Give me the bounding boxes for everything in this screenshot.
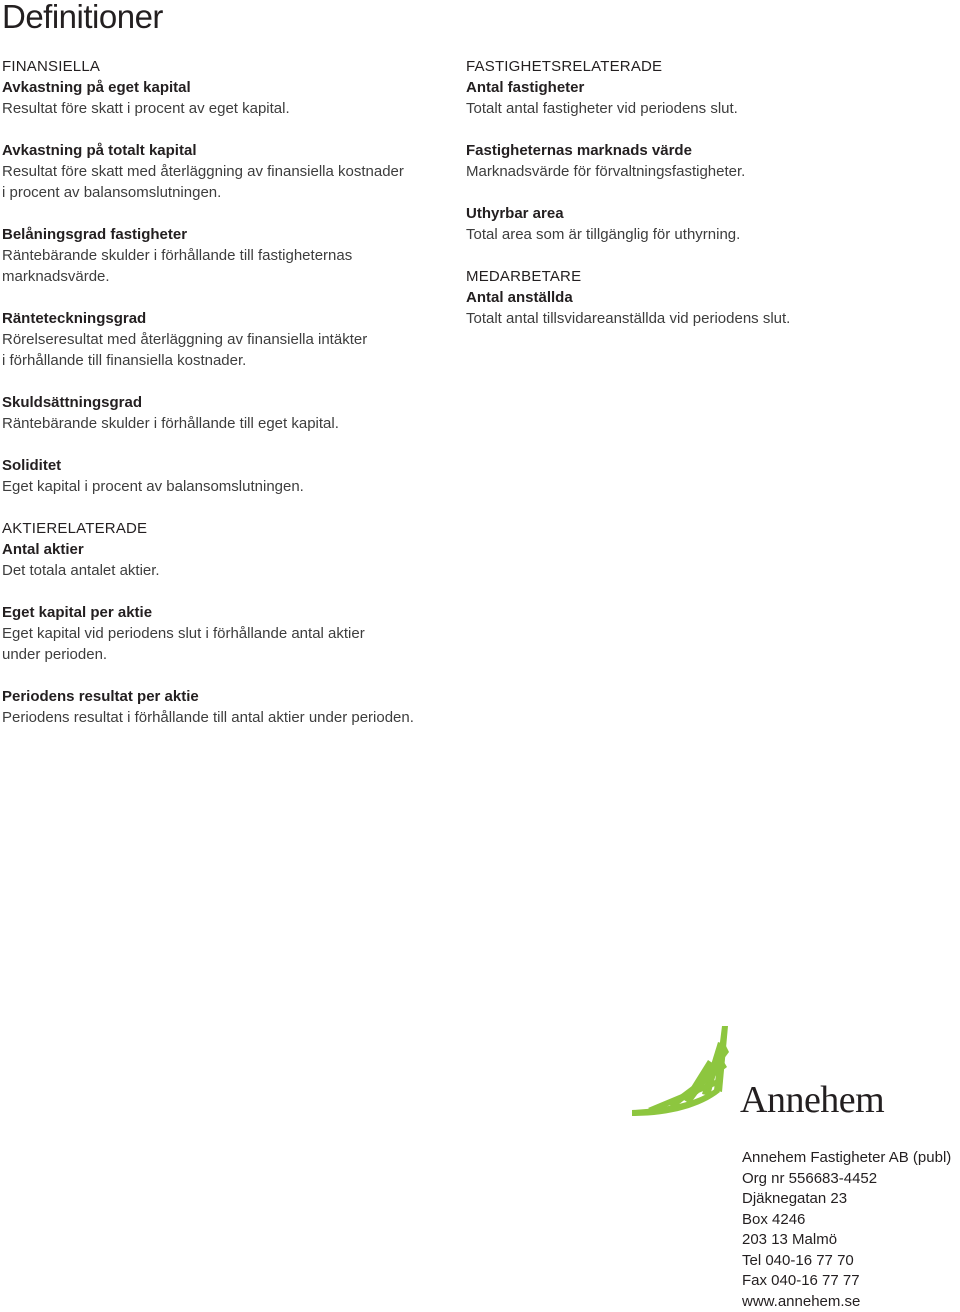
postal-city: 203 13 Malmö: [742, 1230, 960, 1251]
definition-avkastning-eget-kapital: [2, 56, 432, 119]
definition-text: Resultat före skatt i procent av eget kapital.: [2, 98, 432, 119]
definition-text: i procent av balansomslutningen.: [2, 182, 432, 203]
definition-text: Totalt antal fastigheter vid periodens slut.: [466, 98, 866, 119]
section-label-aktierelaterade: AKTIERELATERADE: [2, 518, 432, 539]
definition-text: Räntebärande skulder i förhållande till fastigheternas: [2, 245, 432, 266]
definition-antal-aktier: [2, 518, 432, 581]
company-name: Annehem Fastigheter AB (publ): [742, 1148, 960, 1169]
definition-text: i förhållande till finansiella kostnader.: [2, 350, 432, 371]
phone: Tel 040-16 77 70: [742, 1251, 960, 1272]
definition-term: Uthyrbar area: [466, 203, 866, 224]
fax: Fax 040-16 77 77: [742, 1271, 960, 1292]
definition-term: Antal aktier: [2, 539, 432, 560]
logo-leaf-icon: [632, 1026, 729, 1116]
definition-term: Avkastning på totalt kapital: [2, 140, 432, 161]
left-column: [2, 56, 432, 728]
page-title: Definitioner: [2, 0, 163, 36]
definition-term: Avkastning på eget kapital: [2, 77, 432, 98]
definition-resultat-per-aktie: [2, 686, 432, 728]
definition-text: Marknadsvärde för förvaltningsfastigheter.: [466, 161, 866, 182]
definition-term: Skuldsättningsgrad: [2, 392, 432, 413]
definition-text: Totalt antal tillsvidareanställda vid periodens slut.: [466, 308, 866, 329]
section-label-medarbetare: MEDARBETARE: [466, 266, 866, 287]
definition-text: Total area som är tillgänglig för uthyrning.: [466, 224, 866, 245]
street-address: Djäknegatan 23: [742, 1189, 960, 1210]
definition-uthyrbar-area: [466, 203, 866, 245]
org-number: Org nr 556683-4452: [742, 1169, 960, 1190]
definition-term: Soliditet: [2, 455, 432, 476]
website-link[interactable]: www.annehem.se: [742, 1292, 960, 1312]
definition-text: Periodens resultat i förhållande till antal aktier under perioden.: [2, 707, 432, 728]
definition-text: Räntebärande skulder i förhållande till eget kapital.: [2, 413, 432, 434]
definition-text: Rörelseresultat med återläggning av finansiella intäkter: [2, 329, 432, 350]
definition-term: Fastigheternas marknads värde: [466, 140, 866, 161]
company-address: [742, 1148, 960, 1312]
definition-antal-anstallda: [466, 266, 866, 329]
definition-rantetackningsgrad: [2, 308, 432, 371]
logo-wordmark: Annehem: [740, 1078, 884, 1122]
section-label-finansiella: FINANSIELLA: [2, 56, 432, 77]
definition-term: Periodens resultat per aktie: [2, 686, 432, 707]
definition-skuldsattningsgrad: [2, 392, 432, 434]
definition-eget-kapital-per-aktie: [2, 602, 432, 665]
definition-antal-fastigheter: [466, 56, 866, 119]
definition-text: Resultat före skatt med återläggning av finansiella kostnader: [2, 161, 432, 182]
definition-soliditet: [2, 455, 432, 497]
definition-marknadsvarde: [466, 140, 866, 182]
definition-text: under perioden.: [2, 644, 432, 665]
definition-text: marknadsvärde.: [2, 266, 432, 287]
definition-term: Antal anställda: [466, 287, 866, 308]
definition-term: Eget kapital per aktie: [2, 602, 432, 623]
right-column: [466, 56, 866, 329]
po-box: Box 4246: [742, 1210, 960, 1231]
definition-text: Det totala antalet aktier.: [2, 560, 432, 581]
definition-term: Antal fastigheter: [466, 77, 866, 98]
definition-belaningsgrad: [2, 224, 432, 287]
definition-text: Eget kapital vid periodens slut i förhållande antal aktier: [2, 623, 432, 644]
definition-text: Eget kapital i procent av balansomslutningen.: [2, 476, 432, 497]
definition-term: Belåningsgrad fastigheter: [2, 224, 432, 245]
definition-term: Ränteteckningsgrad: [2, 308, 432, 329]
definition-avkastning-totalt-kapital: [2, 140, 432, 203]
section-label-fastighetsrelaterade: FASTIGHETSRELATERADE: [466, 56, 866, 77]
